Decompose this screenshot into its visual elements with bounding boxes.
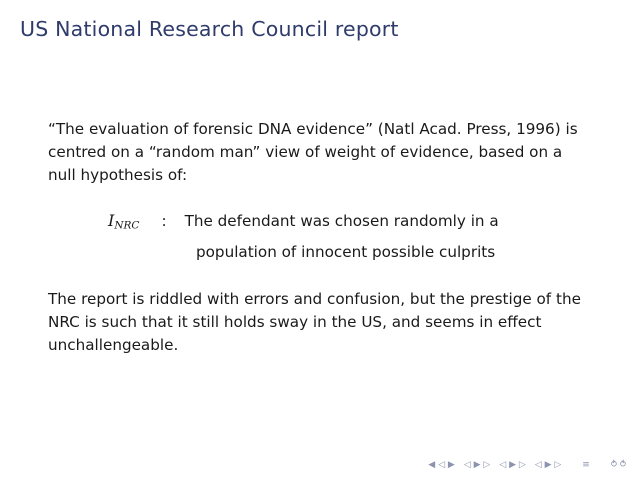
paragraph-closing: The report is riddled with errors and confusion, but the prestige of the NRC is such that it still holds sway in the US, and seems in effect unchallengeable. xyxy=(48,289,581,355)
hypothesis-first-line xyxy=(108,209,593,235)
nav-prev-frame-icon[interactable]: ◁ ▶ ▷ xyxy=(463,460,491,470)
nav-next-section-icon[interactable]: ◁ ▶ ▷ xyxy=(534,460,562,470)
nav-document-icon[interactable]: ≡ xyxy=(582,460,590,470)
hypothesis-symbol-subscript: NRC xyxy=(114,219,140,232)
slide-body xyxy=(48,118,593,357)
hypothesis-line-2: population of innocent possible culprits xyxy=(196,242,496,261)
hypothesis-colon: : xyxy=(161,212,167,231)
hypothesis-symbol xyxy=(108,209,139,235)
nav-back-forward-icon[interactable]: ⥁ ⥀ xyxy=(610,460,626,470)
hypothesis-block xyxy=(48,209,593,264)
nav-prev-section-icon[interactable]: ◁ ▶ ▷ xyxy=(499,460,526,470)
hypothesis-line-1: The defendant was chosen randomly in a xyxy=(184,212,499,231)
page-title: US National Research Council report xyxy=(20,17,399,41)
hypothesis-symbol-base: I xyxy=(108,211,115,231)
nav-first-slide-icon[interactable]: ◀ ◁ ▶ xyxy=(428,460,455,470)
paragraph-quote: “The evaluation of forensic DNA evidence” (Natl Acad. Press, 1996) is centred on a “random man” view of weight of evidence, based on a null hypothesis of: xyxy=(48,120,578,185)
beamer-navigation-bar[interactable] xyxy=(428,460,626,470)
